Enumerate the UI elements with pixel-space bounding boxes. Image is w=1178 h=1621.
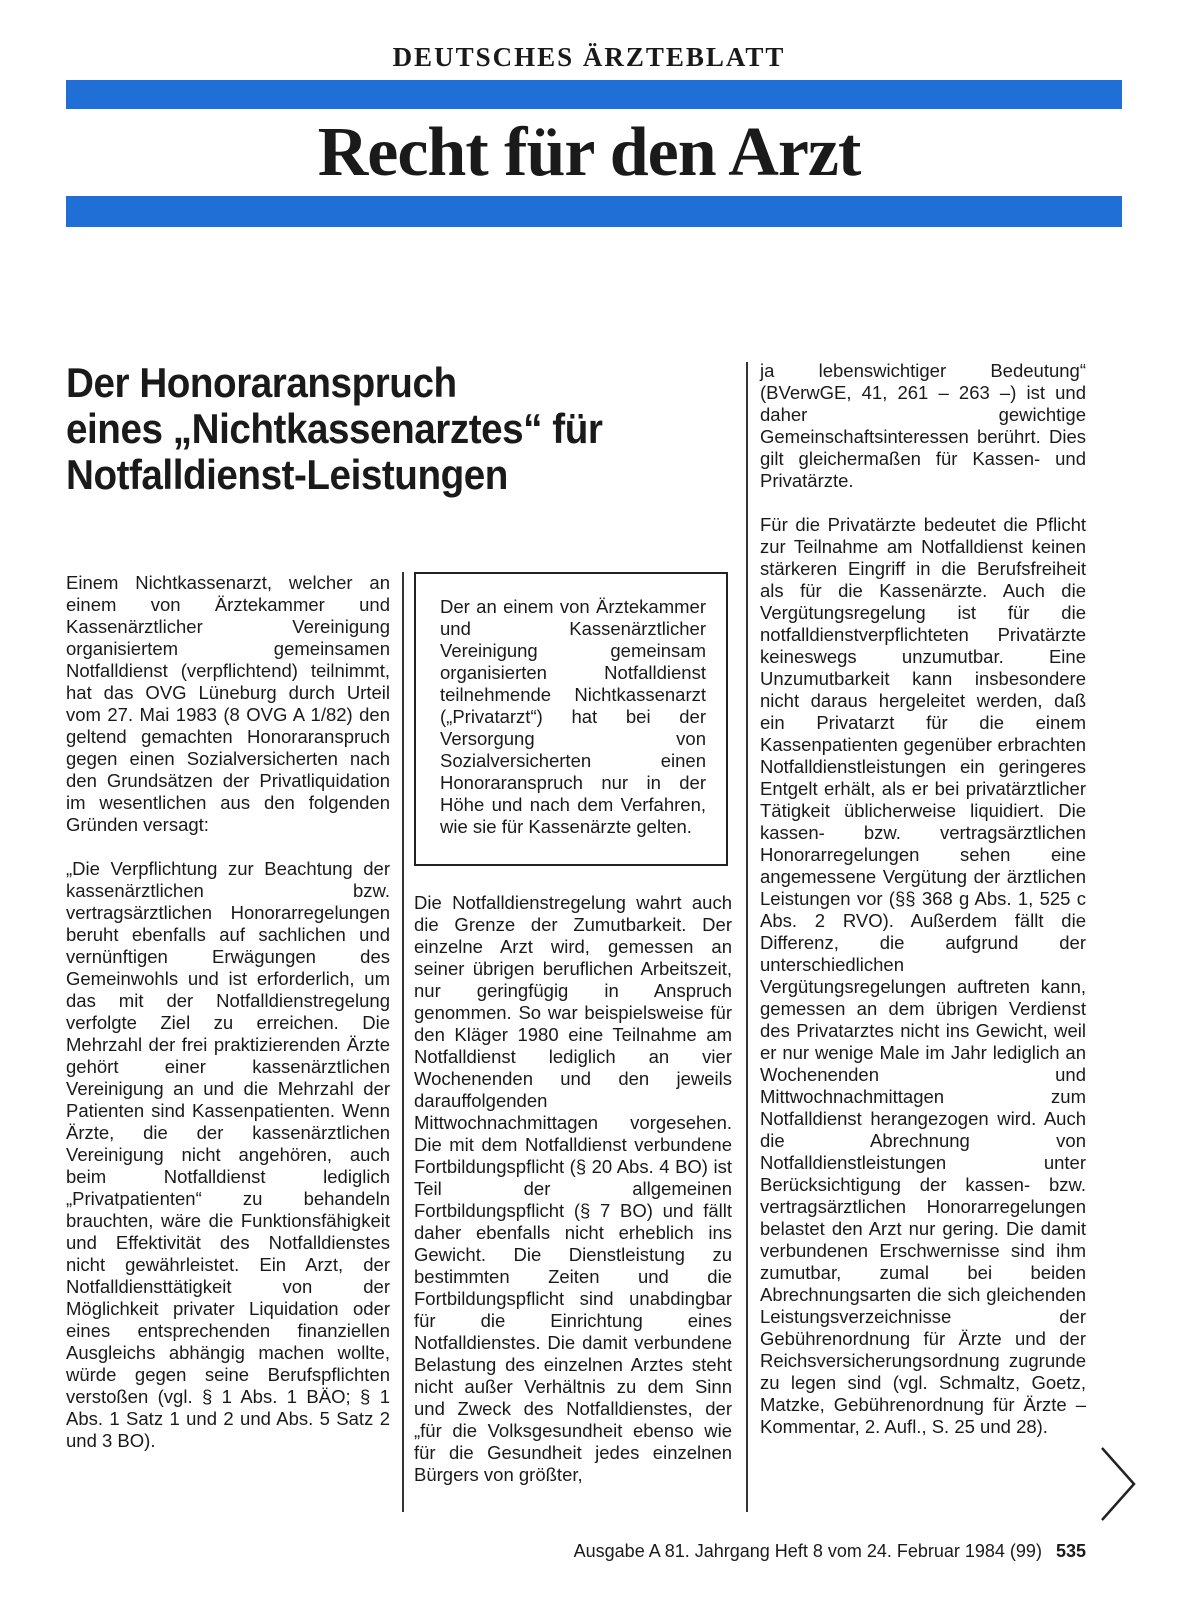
- issue-info: Ausgabe A 81. Jahrgang Heft 8 vom 24. Februar 1984 (99): [573, 1541, 1042, 1561]
- quote-paragraph: „Die Verpflichtung zur Beachtung der kassenärztlichen bzw. vertragsärztlichen Honorarregelungen beruht ebenfalls auf sachlichen und vernünftigen Erwägungen des Gemeinwohls und ist erforderlich, um das mit der Notfalldienstregelung verfolgte Ziel zu erreichen. Die Mehrzahl der frei praktizierenden Ärzte gehört einer kassenärztlichen Vereinigung an und die Mehrzahl der Patienten sind Kassenpatienten. Wenn Ärzte, die der kassenärztlichen Vereinigung nicht angehören, auch beim Notfalldienst lediglich „Privatpatienten“ zu behandeln brauchten, wäre die Funktionsfähigkeit und Effektivität des Notfalldienstes nicht gewährleistet. Ein Arzt, der Notfalldiensttätigkeit von der Möglichkeit privater Liquidation oder eines entsprechenden finanziellen Ausgleichs abhängig machen wollte, würde gegen seine Berufspflichten verstoßen (vgl. § 1 Abs. 1 BÄO; § 1 Abs. 1 Satz 1 und 2 und Abs. 5 Satz 2 und 3 BO).: [66, 858, 390, 1451]
- column-3-paragraph-2: Für die Privatärzte bedeutet die Pflicht zur Teilnahme am Notfalldienst keinen stärkeren Eingriff in die Berufsfreiheit als für die Kassenärzte. Auch die Vergütungsregelung ist für die notfalldienstverpflichteten Privatärzte keineswegs unzumutbar. Eine Unzumutbarkeit kann insbesondere nicht daraus hergeleitet werden, daß ein Privatarzt für die einem Kassenpatienten gegenüber erbrachten Notfalldienstleistungen ein geringeres Entgelt erhält, als er bei privatärztlicher Tätigkeit üblicherweise liquidiert. Die kassen- bzw. vertragsärztlichen Honorarregelungen sehen eine angemessene Vergütung der ärztlichen Leistungen vor (§§ 368 g Abs. 1, 525 c Abs. 2 RVO). Außerdem fällt die Differenz, die aufgrund der unterschiedlichen Vergütungsregelungen auftreten kann, gemessen an dem übrigen Verdienst des Privatarztes nicht ins Gewicht, weil er nur wenige Male im Jahr lediglich an Wochenenden und Mittwochnachmittagen zum Notfalldienst herangezogen wird. Auch die Abrechnung von Notfalldienstleistungen unter Berücksichtigung der kassen- bzw. vertragsärztlichen Honorarregelungen belastet den Arzt nur gering. Die damit verbundenen Erschwernisse sind ihm zumutbar, zumal bei beiden Abrechnungsarten die sich gleichenden Leistungsverzeichnisse der Gebührenordnung für Ärzte und der Reichsversicherungsordnung zugrunde zu legen sind (vgl. Schmaltz, Goetz, Matzke, Gebührenordnung für Ärzte – Kommentar, 2. Aufl., S. 25 und 28).: [760, 514, 1086, 1437]
- page-number: 535: [1055, 1541, 1086, 1561]
- continue-arrow-icon: [1098, 1444, 1138, 1524]
- column-divider: [746, 362, 748, 1512]
- column-1: [66, 572, 390, 1452]
- column-2: [414, 892, 732, 1486]
- article-headline: [66, 360, 655, 498]
- top-color-band: [66, 80, 1122, 109]
- headline-line-1: Der Honoraranspruch: [66, 359, 457, 406]
- page-footer: [500, 1541, 1086, 1562]
- summary-text: Der an einem von Ärztekammer und Kassenärztlicher Vereinigung gemeinsam organisierten Notfalldienst teilnehmende Nichtkassenarzt („Privatarzt“) hat bei der Versorgung von Sozialversicherten einen Honoraranspruch nur in der Höhe und nach dem Verfahren, wie sie für Kassenärzte gelten.: [440, 596, 706, 837]
- column-3: [760, 360, 1086, 1438]
- headline-line-2: eines „Nichtkassenarztes“ für: [66, 405, 603, 452]
- headline-line-3: Notfalldienst-Leistungen: [66, 451, 508, 498]
- section-title: Recht für den Arzt: [317, 114, 861, 191]
- masthead: DEUTSCHES ÄRZTEBLATT: [392, 42, 786, 72]
- column-2-paragraph: Die Notfalldienstregelung wahrt auch die Grenze der Zumutbarkeit. Der einzelne Arzt wird, gemessen an seiner übrigen beruflichen Arbeitszeit, nur geringfügig in Anspruch genommen. So war beispielsweise für den Kläger 1980 eine Teilnahme am Notfalldienst lediglich an vier Wochenenden und den jeweils darauffolgenden Mittwochnachmittagen vorgesehen. Die mit dem Notfalldienst verbundene Fortbildungspflicht (§ 20 Abs. 4 BO) ist Teil der allgemeinen Fortbildungspflicht (§ 7 BO) und fällt daher ebenfalls nicht erheblich ins Gewicht. Die Dienstleistung zu bestimmten Zeiten und die Fortbildungspflicht sind unabdingbar für die Einrichtung eines Notfalldienstes. Die damit verbundene Belastung des einzelnen Arztes steht nicht außer Verhältnis zu dem Sinn und Zweck des Notfalldienstes, der „für die Volksgesundheit ebenso wie für die Gesundheit jedes einzelnen Bürgers von größter,: [414, 892, 732, 1485]
- intro-paragraph: Einem Nichtkassenarzt, welcher an einem von Ärztekammer und Kassenärztlicher Vereinigung organisiertem gemeinsamen Notfalldienst (verpflichtend) teilnimmt, hat das OVG Lüneburg durch Urteil vom 27. Mai 1983 (8 OVG A 1/82) den geltend gemachten Honoraranspruch gegen einen Sozialversicherten nach den Grundsätzen der Privatliquidation im wesentlichen aus den folgenden Gründen versagt:: [66, 572, 390, 835]
- bottom-color-band: [66, 196, 1122, 227]
- summary-box: [414, 572, 728, 866]
- column-3-paragraph-1: ja lebenswichtiger Bedeutung“ (BVerwGE, 41, 261 – 263 –) ist und daher gewichtige Gemeinschaftsinteressen berührt. Dies gilt gleichermaßen für Kassen- und Privatärzte.: [760, 360, 1086, 491]
- column-divider: [402, 572, 404, 1512]
